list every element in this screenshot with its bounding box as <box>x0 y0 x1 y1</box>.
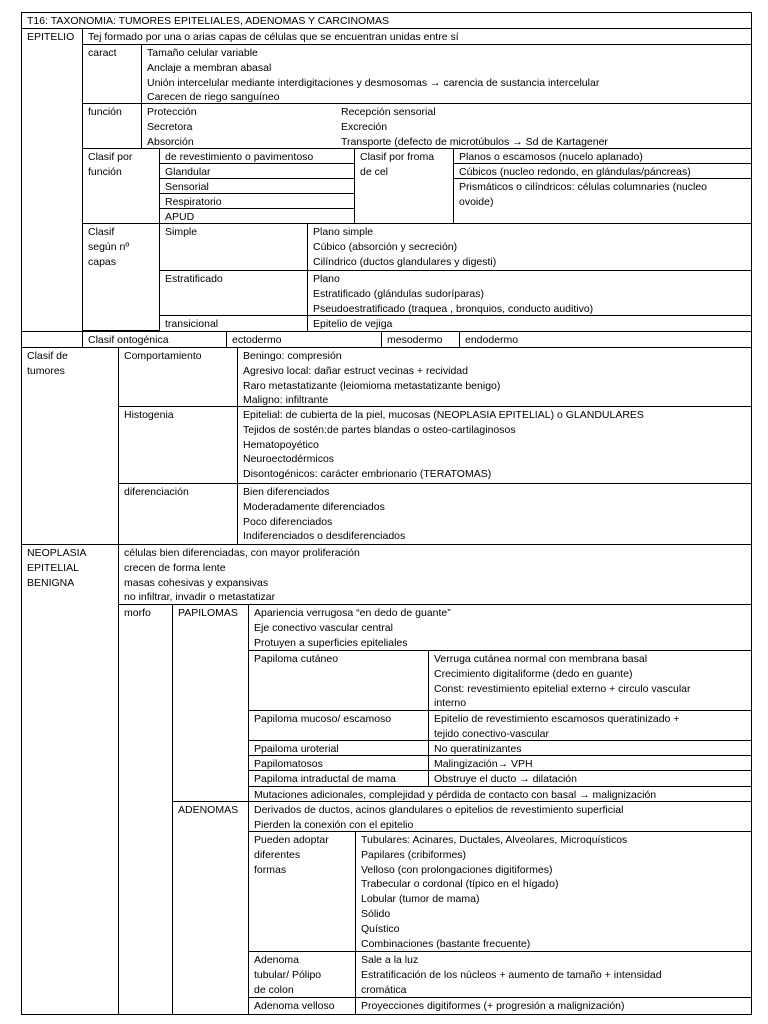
papiloma-row-desc: Obstruye el ducto → dilatación <box>428 770 752 787</box>
papiloma-row-name: Papiloma mucoso/ escamoso <box>248 710 429 741</box>
neoplasia-label: NEOPLASIA EPITELIAL BENIGNA <box>21 544 119 1015</box>
clasif-funcion-item: de revestimiento o pavimentoso <box>159 148 355 164</box>
simple-items: Plano simple Cúbico (absorción y secreción) Cilíndrico (ductos glandulares y digesti) <box>307 223 752 271</box>
funcion-left: Protección Secretora Absorción <box>141 103 337 149</box>
papilomas-footer: Mutaciones adicionales, complejidad y pérdida de contacto con basal → malignización <box>248 786 752 802</box>
adenoma-velloso-label: Adenoma velloso <box>248 997 356 1015</box>
epitelio-label: EPITELIO <box>21 28 83 332</box>
adenoma-velloso-items: Proyecciones digitiformes (+ progresión a malignización) <box>355 997 752 1015</box>
transicional-item: Epitelio de vejiga <box>307 315 752 332</box>
formas-label: Pueden adoptar diferentes formas <box>248 831 356 952</box>
clasif-funcion-label: Clasif por función <box>82 148 160 224</box>
papiloma-row-name: Papiloma intraductal de mama <box>248 770 429 787</box>
epitelio-definition: Tej formado por una o arias capas de células que se encuentran unidas entre sí <box>82 28 752 45</box>
papiloma-row-desc: Verruga cutánea normal con membrana basal Crecimiento digitaliforme (dedo en guante) Const: revestimiento epitelial externo + circulo vascular interno <box>428 650 752 711</box>
morfo-label: morfo <box>118 604 173 1015</box>
clasif-capas-label: Clasif según nº capas <box>82 223 160 331</box>
document-title: T16: TAXONOMIA: TUMORES EPITELIALES, ADENOMAS Y CARCINOMAS <box>21 12 752 29</box>
papilomas-general: Apariencia verrugosa “en dedo de guante” Eje conectivo vascular central Protuyen a superficies epiteliales <box>248 604 752 651</box>
comportamiento-items: Beningo: compresión Agresivo local: dañar estruct vecinas + recividad Raro metastatizante (leiomioma metastatizante benigo) Maligno: infiltrante <box>237 347 752 407</box>
clasif-forma-item: Prismáticos o cilíndricos: células columnaries (nucleo ovoide) <box>453 178 752 224</box>
clasif-forma-label: Clasif por froma de cel <box>354 148 454 224</box>
clasif-funcion-item: Respiratorio <box>159 193 355 209</box>
histogenia-label: Histogenia <box>118 406 238 484</box>
papiloma-row-name: Ppailoma uroterial <box>248 740 429 756</box>
clasif-funcion-item: APUD <box>159 208 355 224</box>
adenoma-tubular-label: Adenoma tubular/ Pólipo de colon <box>248 951 356 998</box>
formas-items: Tubulares: Acinares, Ductales, Alveolares, Microquísticos Papilares (cribiformes) Velloso (con prolongaciones digitiformes) Trabecular o cordonal (típico en el hígado) Lobular (tumor de mama) Sólido Quístico Combinaciones (bastante frecuente) <box>355 831 752 952</box>
clasif-tumores-label: Clasif de tumores <box>21 347 119 545</box>
papiloma-row-name: Papiloma cutáneo <box>248 650 429 711</box>
funcion-right: Recepción sensorial Excreción Transporte (defecto de microtúbulos → Sd de Kartagener <box>336 103 752 149</box>
ontogenica-label: Clasif ontogénica <box>82 331 227 348</box>
transicional-label: transicional <box>159 315 308 332</box>
estratificado-label: Estratificado <box>159 270 308 316</box>
comportamiento-label: Comportamiento <box>118 347 238 407</box>
papilomas-label: PAPILOMAS <box>172 604 249 802</box>
clasif-forma-item: Planos o escamosos (nucelo aplanado) <box>453 148 752 164</box>
papiloma-row-desc: Malingización→ VPH <box>428 755 752 771</box>
clasif-funcion-item: Sensorial <box>159 178 355 194</box>
adenoma-tubular-items: Sale a la luz Estratificación de los núcleos + aumento de tamaño + intensidad cromática <box>355 951 752 998</box>
ontogenica-item: ectodermo <box>226 331 382 348</box>
epitelio-label-bottom <box>21 331 83 348</box>
diferenciacion-items: Bien diferenciados Moderadamente diferenciados Poco diferenciados Indiferenciados o desdiferenciados <box>237 483 752 545</box>
funcion-label: función <box>82 103 142 149</box>
clasif-forma-item: Cúbicos (nucleo redondo, en glándulas/páncreas) <box>453 163 752 179</box>
ontogenica-item: mesodermo <box>381 331 460 348</box>
papiloma-row-desc: No queratinizantes <box>428 740 752 756</box>
papiloma-row-name: Papilomatosos <box>248 755 429 771</box>
estratificado-items: Plano Estratificado (glándulas sudoríparas) Pseudoestratificado (traquea , bronquios, conducto auditivo) <box>307 270 752 316</box>
histogenia-items: Epitelial: de cubierta de la piel, mucosas (NEOPLASIA EPITELIAL) o GLANDULARES Tejidos de sostén:de partes blandas o osteo-cartilaginosos Hematopoyético Neuroectodérmicos Disontogénicos: carácter embrionario (TERATOMAS) <box>237 406 752 484</box>
simple-label: Simple <box>159 223 308 271</box>
diferenciacion-label: diferenciación <box>118 483 238 545</box>
caract-label: caract <box>82 44 142 104</box>
neoplasia-general: células bien diferenciadas, con mayor proliferación crecen de forma lente masas cohesivas y expansivas no infiltrar, invadir o metastatizar <box>118 544 752 605</box>
adenomas-general: Derivados de ductos, acinos glandulares o epitelios de revestimiento superficial Pierden la conexión con el epitelio <box>248 801 752 832</box>
adenomas-label: ADENOMAS <box>172 801 249 1015</box>
papiloma-row-desc: Epitelio de revestimiento escamosos queratinizado + tejido conectivo-vascular <box>428 710 752 741</box>
ontogenica-item: endodermo <box>459 331 752 348</box>
clasif-funcion-item: Glandular <box>159 163 355 179</box>
caract-items: Tamaño celular variable Anclaje a membran abasal Unión intercelular mediante interdigitaciones y desmosomas → carencia de sustancia intercelular Carecen de riego sanguíneo <box>141 44 752 104</box>
